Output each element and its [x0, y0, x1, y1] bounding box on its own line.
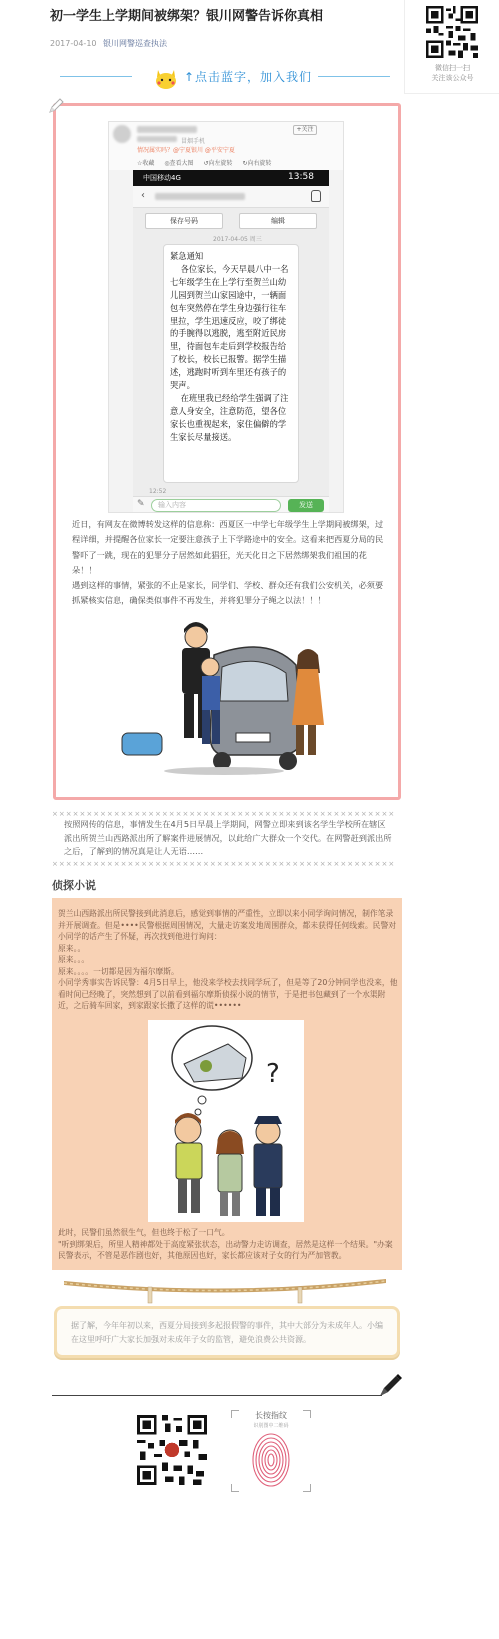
- follow-text[interactable]: ↑点击蓝字，加入我们: [184, 70, 313, 84]
- sms-date: 2017-04-05 周三: [213, 236, 262, 243]
- story-p7: "听到绑架后，所里人精神都处于高度紧张状态，出动警力走访调查，居然是这样一个结果。"办案民警表示，不管是恶作剧也好，其他原因也好，家长都应该对子女的行为严加管教。: [58, 1239, 393, 1260]
- account-link[interactable]: 银川网警巡查执法: [103, 39, 168, 48]
- follow-qr-panel: [404, 0, 499, 94]
- weibo-question-text: 情况属实吗？: [137, 147, 174, 154]
- story-p5: 小同学秀事实告诉民警：4月5日早上，他没来学校去找同学玩了，但是等了20分钟同学也没来，他看时间已经晚了，突然想到了以前看到福尔摩斯侦探小说的情节，于是把书包藏到了一个水渠附近，之后骑车回家，到家跟家长撒了这样的谎••••••: [58, 978, 398, 1010]
- x-border-top: ××××××××××××××××××××××××××××××××××××××××××××××××××: [52, 810, 396, 818]
- blurred-number: [155, 193, 245, 200]
- bottom-qr-code-icon[interactable]: [137, 1415, 207, 1485]
- save-number-button[interactable]: 保存号码: [145, 213, 223, 229]
- back-icon[interactable]: ‹: [141, 190, 145, 201]
- attach-icon[interactable]: ✎: [137, 499, 145, 509]
- sms-input-bar: [133, 496, 329, 513]
- fingerprint-title: 长按指纹: [255, 1411, 287, 1420]
- send-button[interactable]: 发送: [288, 499, 324, 512]
- summary-box: [52, 810, 400, 868]
- article-title: 初一学生上学期间被绑架？银川网警告诉你真相: [50, 9, 324, 24]
- sms-title: 紧急通知: [170, 251, 204, 261]
- weibo-mentions[interactable]: @宁夏银川 @平安宁夏: [173, 147, 235, 154]
- intro-p1: 近日，有网友在微博转发这样的信息称：西夏区一中学七年级学生上学期间被绑架，过程详细，并提醒各位家长一定要注意孩子上下学路途中的安全。这看来把西夏分局的民警吓了一跳，现在的犯罪分子居然如此猖狂，光天化日之下居然绑架我们祖国的花朵！！: [72, 519, 384, 575]
- blurred-username: [137, 126, 197, 133]
- phone-screen: [133, 170, 329, 513]
- action-rotate-left[interactable]: ↺向左旋转: [203, 160, 233, 167]
- follow-banner[interactable]: [60, 64, 390, 92]
- story-p6: 此时，民警们虽然很生气，但也终于松了一口气。: [58, 1228, 230, 1237]
- story-p3: 原来。。。: [58, 955, 90, 964]
- sms-nav: [133, 186, 329, 208]
- intro-p2: 遇到这样的事情，紧张的不止是家长，同学们、学校、群众还有我们公安机关，必须要抓紧核实信息，确保类似事件不再发生，并将犯罪分子绳之以法！！！: [72, 580, 384, 606]
- status-bar: [133, 170, 329, 186]
- sms-time: 12:52: [149, 488, 167, 495]
- fountain-pen-icon: [378, 1372, 402, 1398]
- image-actions: [137, 158, 279, 167]
- x-border-bottom: ××××××××××××××××××××××××××××××××××××××××××××××××××: [52, 860, 396, 868]
- weibo-question: [137, 145, 235, 154]
- avatar: [113, 125, 131, 143]
- action-rotate-right[interactable]: ↻向右旋转: [242, 160, 272, 167]
- qr-caption-1: 微信扫一扫: [435, 64, 470, 72]
- qr-caption-2: 关注该公众号: [431, 74, 474, 82]
- sms-input[interactable]: 输入内容: [151, 499, 281, 512]
- summary-text: 按照网传的信息，事情发生在4月5日早晨上学期间，网警立即来到该名学生学校所在辖区派出所贺兰山西路派出所了解案件进展情况，以此给广大群众一个交代。在网警赶到派出所之后，了解到的情况真是让人无语……: [64, 819, 392, 857]
- story-top: [58, 908, 398, 1012]
- notice-card: [54, 1306, 400, 1358]
- blurred-time: [137, 136, 177, 142]
- follow-button[interactable]: +关注: [293, 125, 317, 135]
- corner-bl: [231, 1484, 239, 1492]
- sms-body-2: 在班里我已经给学生强调了注意人身安全，注意防范，望各位家长也重视起来，家住偏僻的学生家长尽量接送。: [170, 392, 289, 442]
- sms-bubble: [163, 244, 299, 483]
- weibo-screenshot: [108, 121, 344, 513]
- section-title: 侦探小说: [52, 879, 96, 892]
- corner-br: [303, 1484, 311, 1492]
- divider-line: [52, 1395, 382, 1396]
- pencil-icon: [47, 97, 65, 115]
- divider-left: [60, 76, 132, 77]
- kidnap-cartoon-illustration: [118, 615, 330, 777]
- story-p2: 原来。。: [58, 943, 86, 953]
- fingerprint-subtitle: 识别图中二维码: [253, 1423, 289, 1429]
- story-bottom: [58, 1227, 398, 1262]
- pikachu-icon: [152, 66, 180, 90]
- rope-decoration: [64, 1277, 386, 1307]
- intro-text: [72, 517, 384, 609]
- article-date: 2017-04-10: [50, 39, 97, 48]
- notice-text: 据了解，今年年初以来，西夏分局接到多起报假警的事件，其中大部分为未成年人。小编在这里呼吁广大家长加强对未成年子女的监管，避免浪费公共资源。: [71, 1321, 383, 1344]
- story-p4: 原来。。。。一切都是因为福尔摩斯。: [58, 966, 179, 976]
- edit-button[interactable]: 编辑: [239, 213, 317, 229]
- story-block: [52, 898, 402, 1270]
- carrier: 中国移动4G: [143, 174, 181, 182]
- fingerprint-icon[interactable]: [251, 1432, 291, 1488]
- svg-text:?: ?: [266, 1059, 280, 1089]
- fingerprint-box[interactable]: [231, 1410, 311, 1492]
- police-cartoon-illustration: [148, 1020, 304, 1222]
- action-favorite[interactable]: ☆收藏: [137, 160, 155, 167]
- story-p1: 贺兰山西路派出所民警接到此消息后，感觉到事情的严重性，立即以来小同学询问情况，制作笔录并开展调查。但是••••民警根据周围情况，大量走访案发地周围群众，都未获得任何线索。民警对小同学的话产生了怀疑，再次找到他进行询问：: [58, 909, 397, 941]
- clock: 13:58: [288, 172, 314, 182]
- sms-body-1: 各位家长，今天早晨八中一名七年级学生在上学行至贺兰山幼儿园到贺兰山家园途中，一辆面包车突然停在学生身边强行往车里拉，学生迅速反应，咬了绑徒的手腕得以逃脱，逃至附近民房里，待面包车走后到学校报告给了校长，校长已报警。据学生描述，逃跑时听到车里还有孩子的哭声。: [170, 263, 289, 391]
- weibo-header: [109, 122, 344, 170]
- action-view-large[interactable]: ◎查看大图: [164, 160, 194, 167]
- phone-icon[interactable]: [311, 190, 321, 202]
- article-meta: [50, 38, 167, 49]
- divider-right: [318, 76, 390, 77]
- weibo-source: 冒烟手机: [181, 138, 206, 145]
- qr-code-icon: [426, 6, 478, 58]
